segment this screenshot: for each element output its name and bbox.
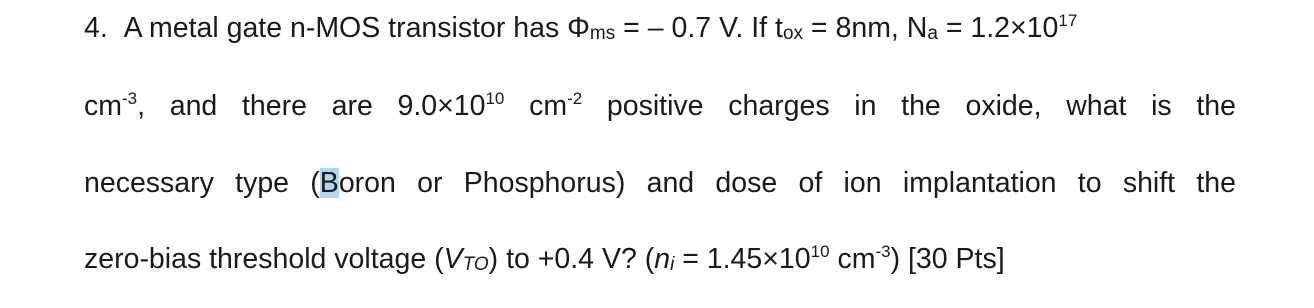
type-text-after: oron or Phosphorus) and dose of ion implantation to shift the xyxy=(338,167,1236,199)
charge-exponent: 10 xyxy=(485,89,505,108)
target-text: ) to +0.4 V? ( xyxy=(488,243,655,275)
points-text: ) [30 Pts] xyxy=(890,243,1005,275)
ni-unit-exponent: -3 xyxy=(875,242,891,261)
phi-symbol: Φ xyxy=(567,12,590,44)
problem-line-1 xyxy=(84,11,1236,51)
text-cursor-highlight[interactable]: B xyxy=(319,167,339,199)
charge-unit-exponent: -2 xyxy=(567,89,583,108)
ni-value: = 1.45×10 xyxy=(674,243,811,275)
ni-subscript: i xyxy=(670,254,675,275)
tox-subscript: ox xyxy=(782,23,804,44)
na-unit-exponent: -3 xyxy=(122,89,138,108)
problem-line-3 xyxy=(84,166,1236,200)
vto-subscript: TO xyxy=(462,254,489,275)
ni-exponent: 10 xyxy=(810,242,830,261)
problem-number: 4. xyxy=(84,12,108,44)
na-exponent: 17 xyxy=(1058,11,1078,30)
phi-value: = – 0.7 V. If t xyxy=(615,12,783,44)
phi-subscript: ms xyxy=(589,23,616,44)
na-value: = 1.2×10 xyxy=(937,12,1059,44)
vto-symbol: V xyxy=(443,243,463,275)
ni-symbol: n xyxy=(654,243,671,275)
threshold-text: zero-bias threshold voltage ( xyxy=(84,243,444,275)
intro-text: A metal gate n-MOS transistor has xyxy=(123,12,568,44)
na-subscript: a xyxy=(927,23,938,44)
charge-unit: cm xyxy=(504,90,568,122)
problem-line-4 xyxy=(84,242,1236,282)
charge-text: , and there are 9.0×10 xyxy=(137,90,486,122)
na-unit: cm xyxy=(84,90,122,122)
type-text-before: necessary type ( xyxy=(84,167,320,199)
charge-tail: positive charges in the oxide, what is the xyxy=(582,90,1236,122)
tox-value: = 8nm, N xyxy=(803,12,928,44)
ni-unit: cm xyxy=(829,243,876,275)
problem-line-2 xyxy=(84,89,1236,123)
